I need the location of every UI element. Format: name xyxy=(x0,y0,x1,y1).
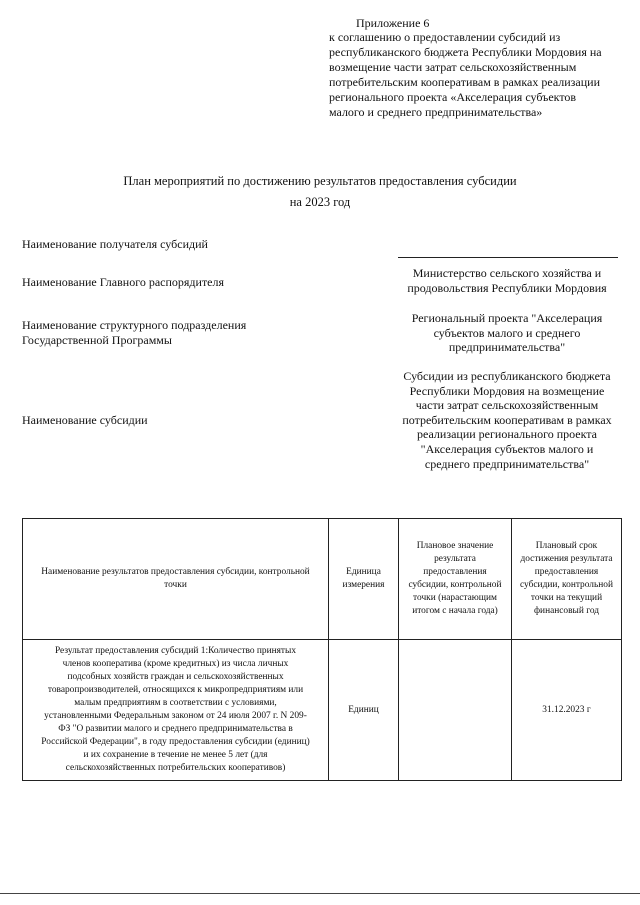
cell-line: подсобных хозяйств граждан и сельскохозяйственных xyxy=(67,672,284,682)
header-planned-value xyxy=(399,519,512,640)
cell-line: Российской Федерации", в году предоставления субсидии (единиц) xyxy=(41,737,310,747)
cell-line: установленными Федеральным законом от 24 июля 2007 г. N 209- xyxy=(44,711,307,721)
subsidy-value-line: реализации регионального проекта xyxy=(417,427,597,442)
header-line: Единица xyxy=(346,567,381,577)
division-label-line: Наименование структурного подразделения xyxy=(22,318,247,332)
cell-line: Результат предоставления субсидий 1:Количество принятых xyxy=(54,646,297,656)
header-line: финансовый год xyxy=(533,606,600,616)
subsidy-value-line: части затрат сельскохозяйственным xyxy=(415,398,599,413)
division-value xyxy=(396,311,618,355)
subsidy-value-line: "Акселерация субъектов малого и xyxy=(420,441,594,456)
header-line: точки (нарастающим xyxy=(413,593,497,603)
header-unit xyxy=(329,519,399,640)
header-result xyxy=(23,519,329,640)
annex-line: малого и среднего предпринимательства» xyxy=(329,105,543,119)
division-value-line: Региональный проекта "Акселерация xyxy=(411,311,603,325)
header-line: результата xyxy=(434,554,476,564)
division-value-line: субъектов малого и среднего xyxy=(433,325,581,340)
plan-title: План мероприятий по достижению результатов предоставления субсидии xyxy=(123,174,517,188)
cell-line: малым предприятиям в соответствии с условиями, xyxy=(74,698,277,708)
cell-line: членов кооператива (кроме кредитных) из числа личных xyxy=(62,659,289,669)
table-row xyxy=(23,640,622,781)
header-line: предоставления xyxy=(423,567,487,577)
subsidy-value-line: среднего предпринимательства" xyxy=(424,456,590,471)
cell-unit: Единиц xyxy=(329,640,399,781)
header-line: достижения результата xyxy=(520,554,613,564)
annex-line: регионального проекта «Акселерация субъектов xyxy=(329,90,577,104)
plan-year: на 2023 год xyxy=(289,195,351,209)
division-label-line: Государственной Программы xyxy=(22,333,172,347)
annex-line: к соглашению о предоставлении субсидий из xyxy=(329,30,561,44)
header-line: итогом с начала года) xyxy=(412,606,498,616)
cell-result xyxy=(23,640,329,781)
header-line: измерения xyxy=(342,580,385,590)
header-line: Наименование результатов предоставления субсидии, контрольной xyxy=(41,567,310,577)
annex-title: Приложение 6 xyxy=(356,16,430,30)
subsidy-label: Наименование субсидии xyxy=(22,413,148,427)
cell-line: ФЗ "О развитии малого и среднего предпринимательства в xyxy=(58,724,293,734)
manager-value-line: продовольствия Республики Мордовия xyxy=(407,280,607,295)
annex-line: возмещение части затрат сельскохозяйственным xyxy=(329,60,577,74)
cell-line: и их сохранение в течение не менее 5 лет (для xyxy=(83,750,268,760)
header-line: точки xyxy=(164,580,187,590)
subsidy-value-line: потребительским кооперативам в рамках xyxy=(402,412,612,427)
table-header-row xyxy=(23,519,622,640)
header-line: субсидии, контрольной xyxy=(408,580,502,590)
manager-value xyxy=(396,266,618,295)
recipient-value-line xyxy=(398,257,618,258)
subsidy-value-line: Республики Мордовия на возмещение xyxy=(409,383,605,398)
manager-value-line: Министерство сельского хозяйства и xyxy=(412,266,602,280)
cell-line: товаропроизводителей, относящихся к микропредприятиям или xyxy=(47,685,304,695)
annex-line: потребительским кооперативам в рамках реализации xyxy=(329,75,600,89)
annex-line: республиканского бюджета Республики Мордовия на xyxy=(329,45,602,59)
header-line: субсидии, контрольной xyxy=(520,580,613,590)
manager-label: Наименование Главного распорядителя xyxy=(22,275,225,289)
cell-planned-value xyxy=(399,640,512,781)
recipient-label: Наименование получателя субсидий xyxy=(22,237,208,251)
header-line: Плановый срок xyxy=(535,541,598,551)
subsidy-value-line: Субсидии из республиканского бюджета xyxy=(403,369,611,383)
cell-planned-date: 31.12.2023 г xyxy=(512,640,622,781)
header-line: предоставления xyxy=(534,567,599,577)
header-planned-date xyxy=(512,519,622,640)
header-line: точки на текущий xyxy=(530,593,603,603)
header-line: Плановое значение xyxy=(416,541,494,551)
page-bottom-rule xyxy=(0,893,640,894)
subsidy-value xyxy=(396,369,618,471)
division-value-line: предпринимательства" xyxy=(448,340,566,355)
cell-line: сельскохозяйственных потребительских кооперативов) xyxy=(65,763,286,773)
results-table xyxy=(22,518,622,781)
annex-description xyxy=(329,30,629,120)
division-label xyxy=(22,318,246,348)
